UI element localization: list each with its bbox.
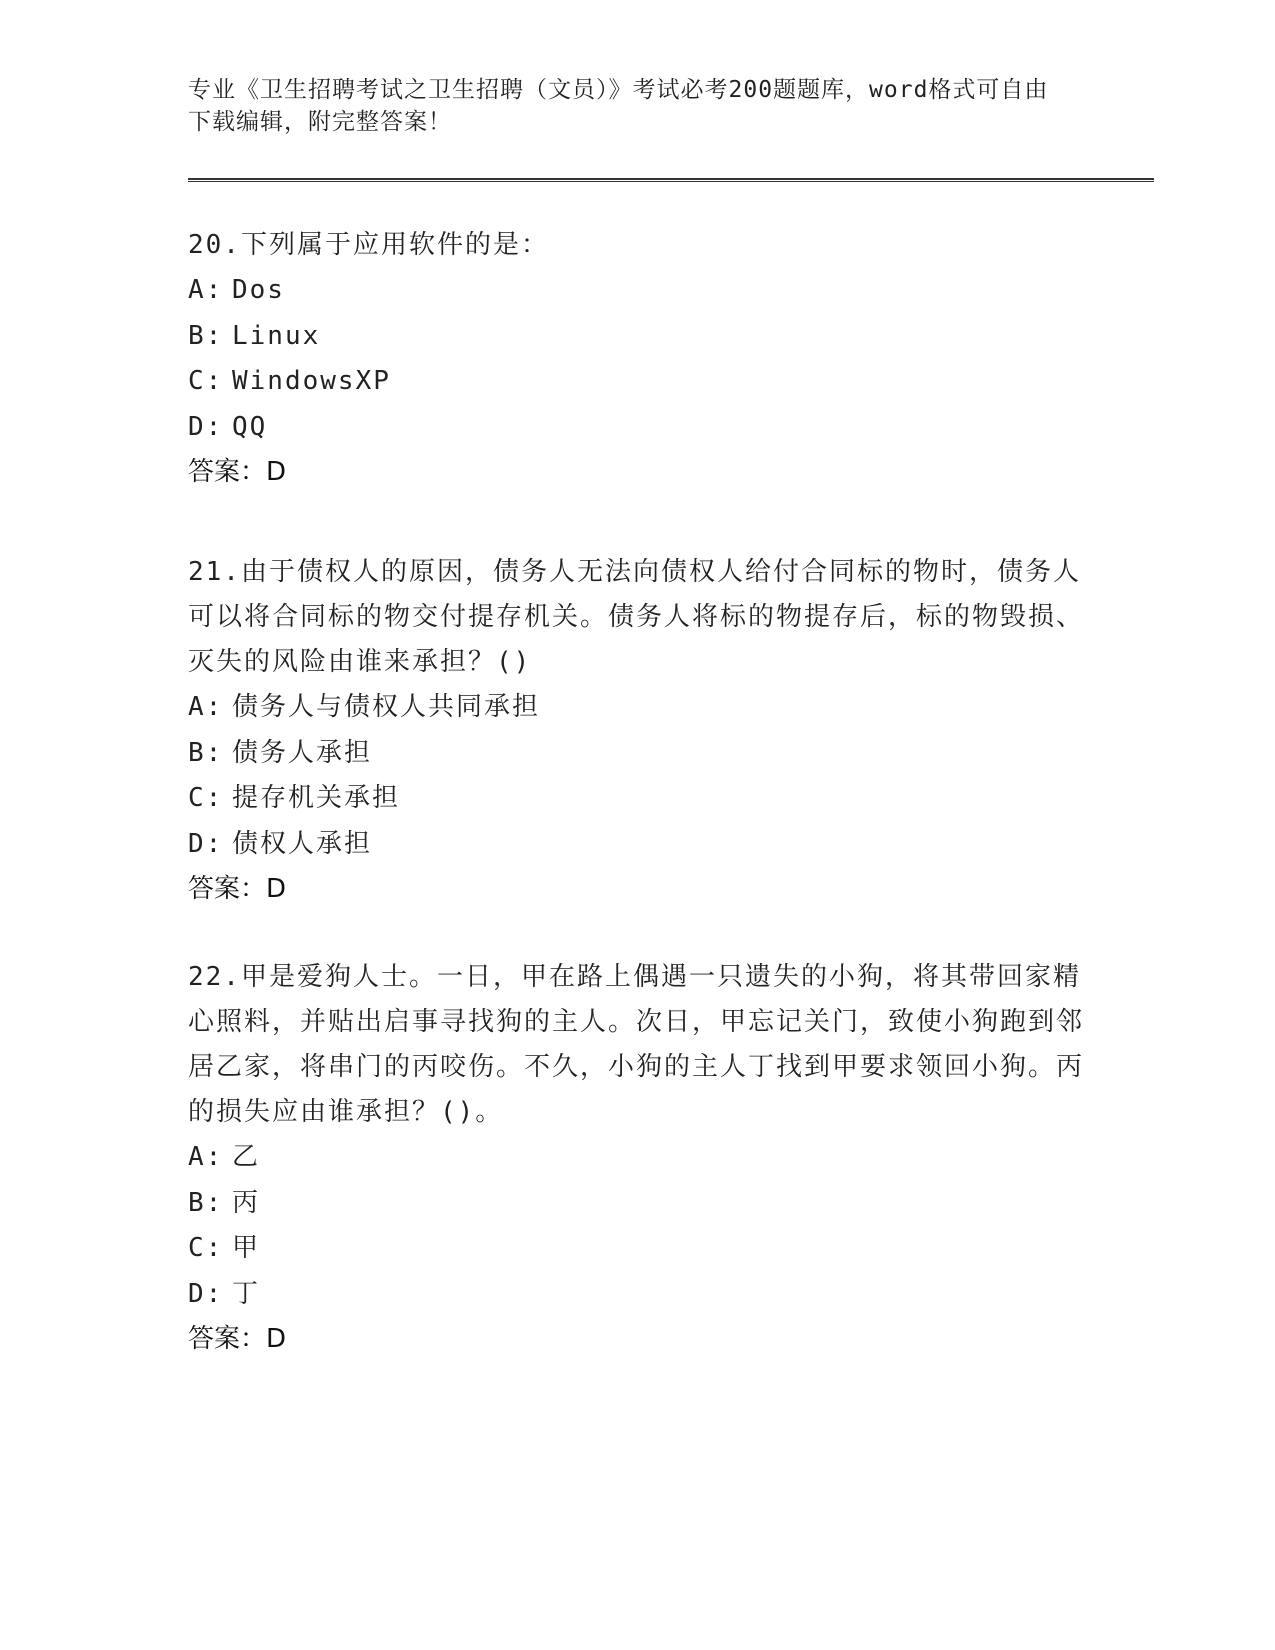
option-b [188,1181,1088,1227]
option-letter: A: [188,275,224,305]
option-letter: B: [188,737,224,768]
option-letter: D: [188,828,224,859]
option-c [188,1226,1088,1272]
option-text: 丙 [232,1187,261,1218]
option-a [188,685,1088,731]
option-letter: B: [188,320,224,351]
option-letter: C: [188,1233,224,1263]
question-stem: 21.由于债权人的原因，债务人无法向债权人给付合同标的物时，债务人可以将合同标的物交付提存机关。债务人将标的物提存后，标的物毁损、灭失的风险由谁来承担？() [188,557,1085,677]
answer-text: 答案：D [188,874,287,904]
option-letter: A: [188,1142,224,1172]
question-21 [188,550,1088,912]
option-letter: A: [188,692,224,722]
option-text: 甲 [232,1233,261,1263]
option-text: 债务人承担 [232,737,373,768]
option-text: 提存机关承担 [232,783,401,813]
option-a [188,268,1088,314]
option-letter: D: [188,411,224,442]
option-letter: C: [188,366,224,396]
option-c [188,776,1088,822]
option-a [188,1135,1088,1181]
option-letter: D: [188,1278,224,1309]
answer-text: 答案：D [188,457,287,487]
option-text: WindowsXP [232,366,391,396]
option-b [188,314,1088,360]
option-letter: B: [188,1187,224,1218]
option-text: 债权人承担 [232,828,373,859]
question-stem: 20.下列属于应用软件的是： [188,230,549,260]
document-intro: 专业《卫生招聘考试之卫生招聘（文员）》考试必考200题题库，word格式可自由下载编辑，附完整答案！ [188,77,1049,135]
option-c [188,359,1088,405]
option-text: 丁 [232,1278,261,1309]
option-b [188,731,1088,777]
answer-text: 答案：D [188,1324,287,1354]
option-text: 乙 [232,1142,261,1172]
option-text: QQ [232,411,268,442]
option-d [188,822,1088,868]
question-22 [188,955,1088,1362]
question-20 [188,223,1088,495]
question-stem: 22.甲是爱狗人士。一日，甲在路上偶遇一只遗失的小狗，将其带回家精心照料，并贴出启事寻找狗的主人。次日，甲忘记关门，致使小狗跑到邻居乙家，将串门的丙咬伤。不久，小狗的主人丁找到甲要求领回小狗。丙的损失应由谁承担？()。 [188,962,1085,1127]
option-d [188,405,1088,451]
option-letter: C: [188,783,224,813]
option-text: Linux [232,320,321,351]
option-text: Dos [232,275,285,305]
option-d [188,1272,1088,1318]
option-text: 债务人与债权人共同承担 [232,692,541,722]
header-divider [188,178,1154,182]
